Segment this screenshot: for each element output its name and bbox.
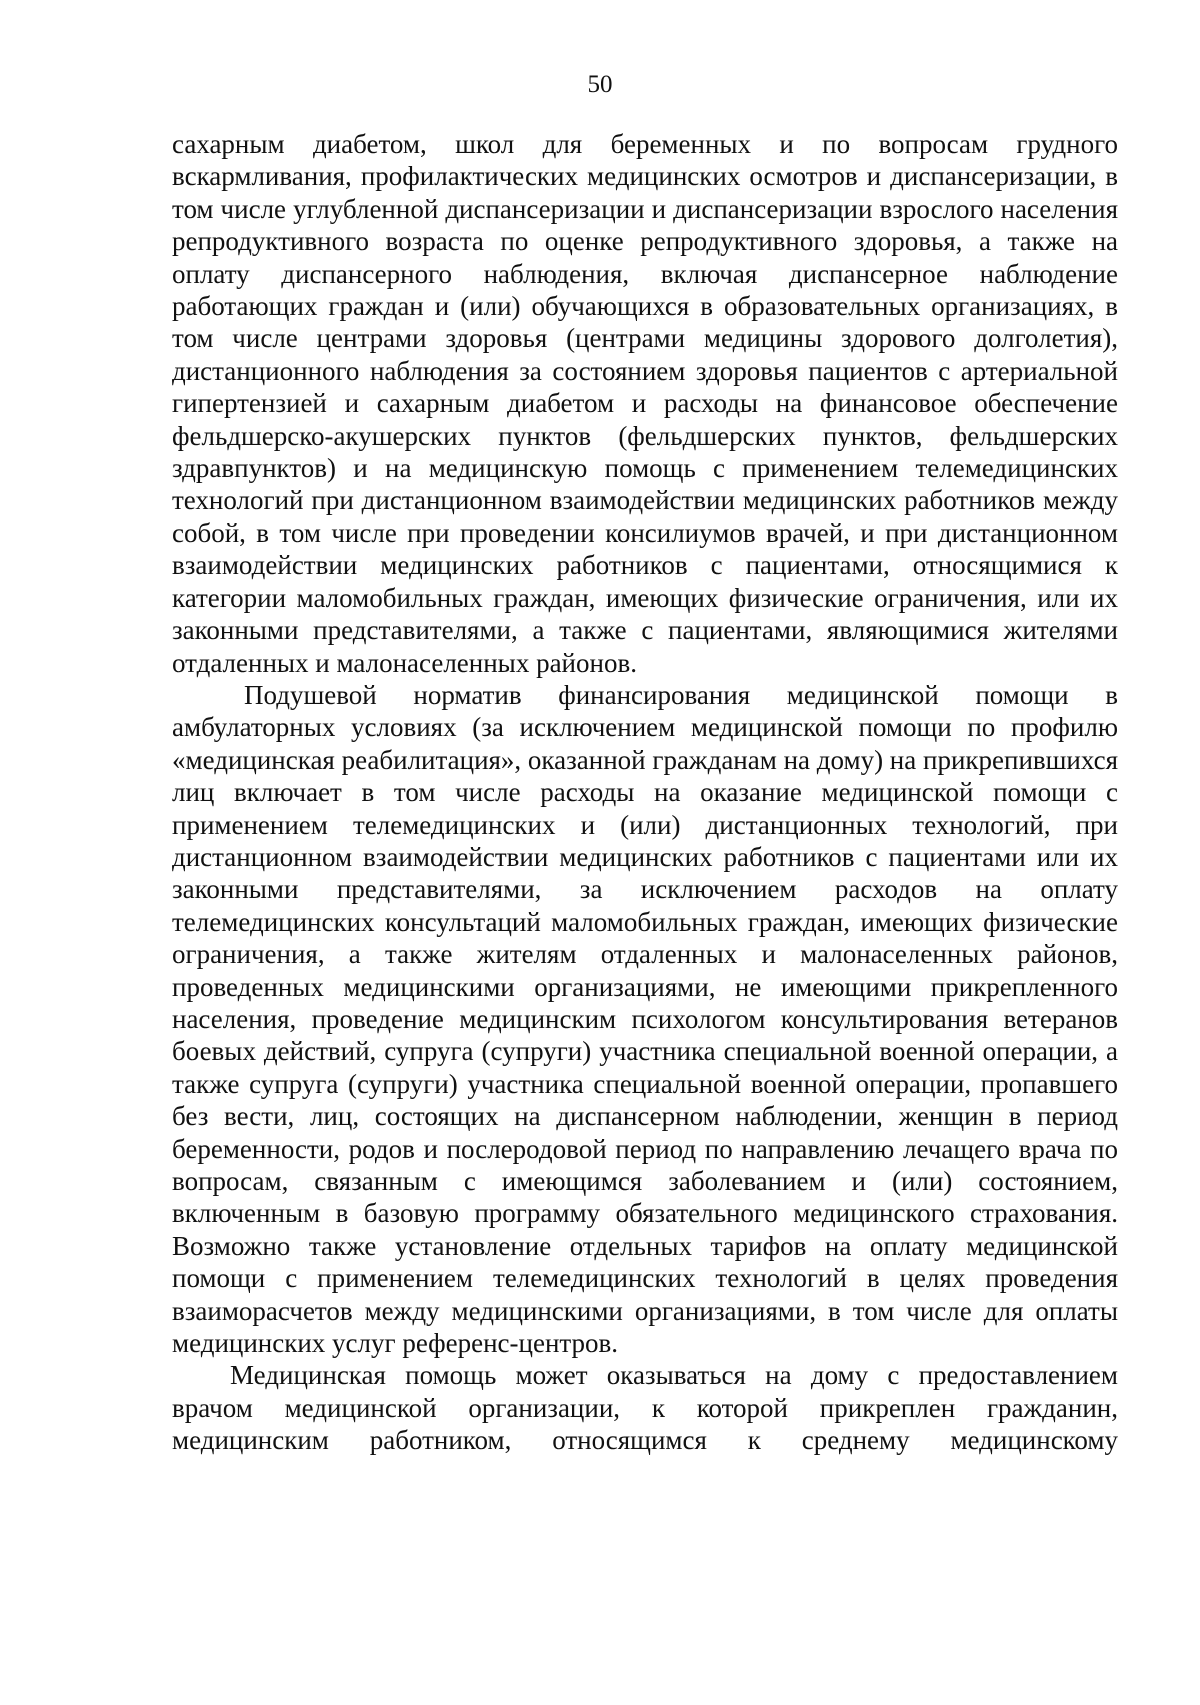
paragraph-continuation: сахарным диабетом, школ для беременных и по вопросам грудного вскармливания, профилактических медицинских осмотров и диспансеризации, в том числе углубленной диспансеризации и диспансеризации взрослого населения репродуктивного возраста по оценке репродуктивного здоровья, а также на оплату диспансерного наблюдения, включая диспансерное наблюдение работающих граждан и (или) обучающихся в образовательных организациях, в том числе центрами здоровья (центрами медицины здорового долголетия), дистанционного наблюдения за состоянием здоровья пациентов с артериальной гипертензией и сахарным диабетом и расходы на финансовое обеспечение фельдшерско-акушерских пунктов (фельдшерских пунктов, фельдшерских здравпунктов) и на медицинскую помощь с применением телемедицинских технологий при дистанционном взаимодействии медицинских работников между собой, в том числе при проведении консилиумов врачей, и при дистанционном взаимодействии медицинских работников с пациентами, относящимися к категории маломобильных граждан, имеющих физические ограничения, или их законными представителями, а также с пациентами, являющимися жителями отдаленных и малонаселенных районов. xyxy=(172,129,1118,678)
document-body xyxy=(172,128,1118,1457)
paragraph-per-capita-standard: Подушевой норматив финансирования медицинской помощи в амбулаторных условиях (за исключением медицинской помощи по профилю «медицинская реабилитация», оказанной гражданам на дому) на прикрепившихся лиц включает в том числе расходы на оказание медицинской помощи с применением телемедицинских и (или) дистанционных технологий, при дистанционном взаимодействии медицинских работников с пациентами или их законными представителями, за исключением расходов на оплату телемедицинских консультаций маломобильных граждан, имеющих физические ограничения, а также жителям отдаленных и малонаселенных районов, проведенных медицинскими организациями, не имеющими прикрепленного населения, проведение медицинским психологом консультирования ветеранов боевых действий, супруга (супруги) участника специальной военной операции, а также супруга (супруги) участника специальной военной операции, пропавшего без вести, лиц, состоящих на диспансерном наблюдении, женщин в период беременности, родов и послеродовой период по направлению лечащего врача по вопросам, связанным с имеющимся заболеванием и (или) состоянием, включенным в базовую программу обязательного медицинского страхования. Возможно также установление отдельных тарифов на оплату медицинской помощи с применением телемедицинских технологий в целях проведения взаиморасчетов между медицинскими организациями, в том числе для оплаты медицинских услуг референс-центров. xyxy=(172,679,1119,1359)
page-number: 50 xyxy=(587,71,613,98)
paragraph-home-care: Медицинская помощь может оказываться на дому с предоставлением врачом медицинской организации, к которой прикреплен гражданин, медицинским работником, относящимся к среднему медицинскому xyxy=(172,1360,1118,1456)
